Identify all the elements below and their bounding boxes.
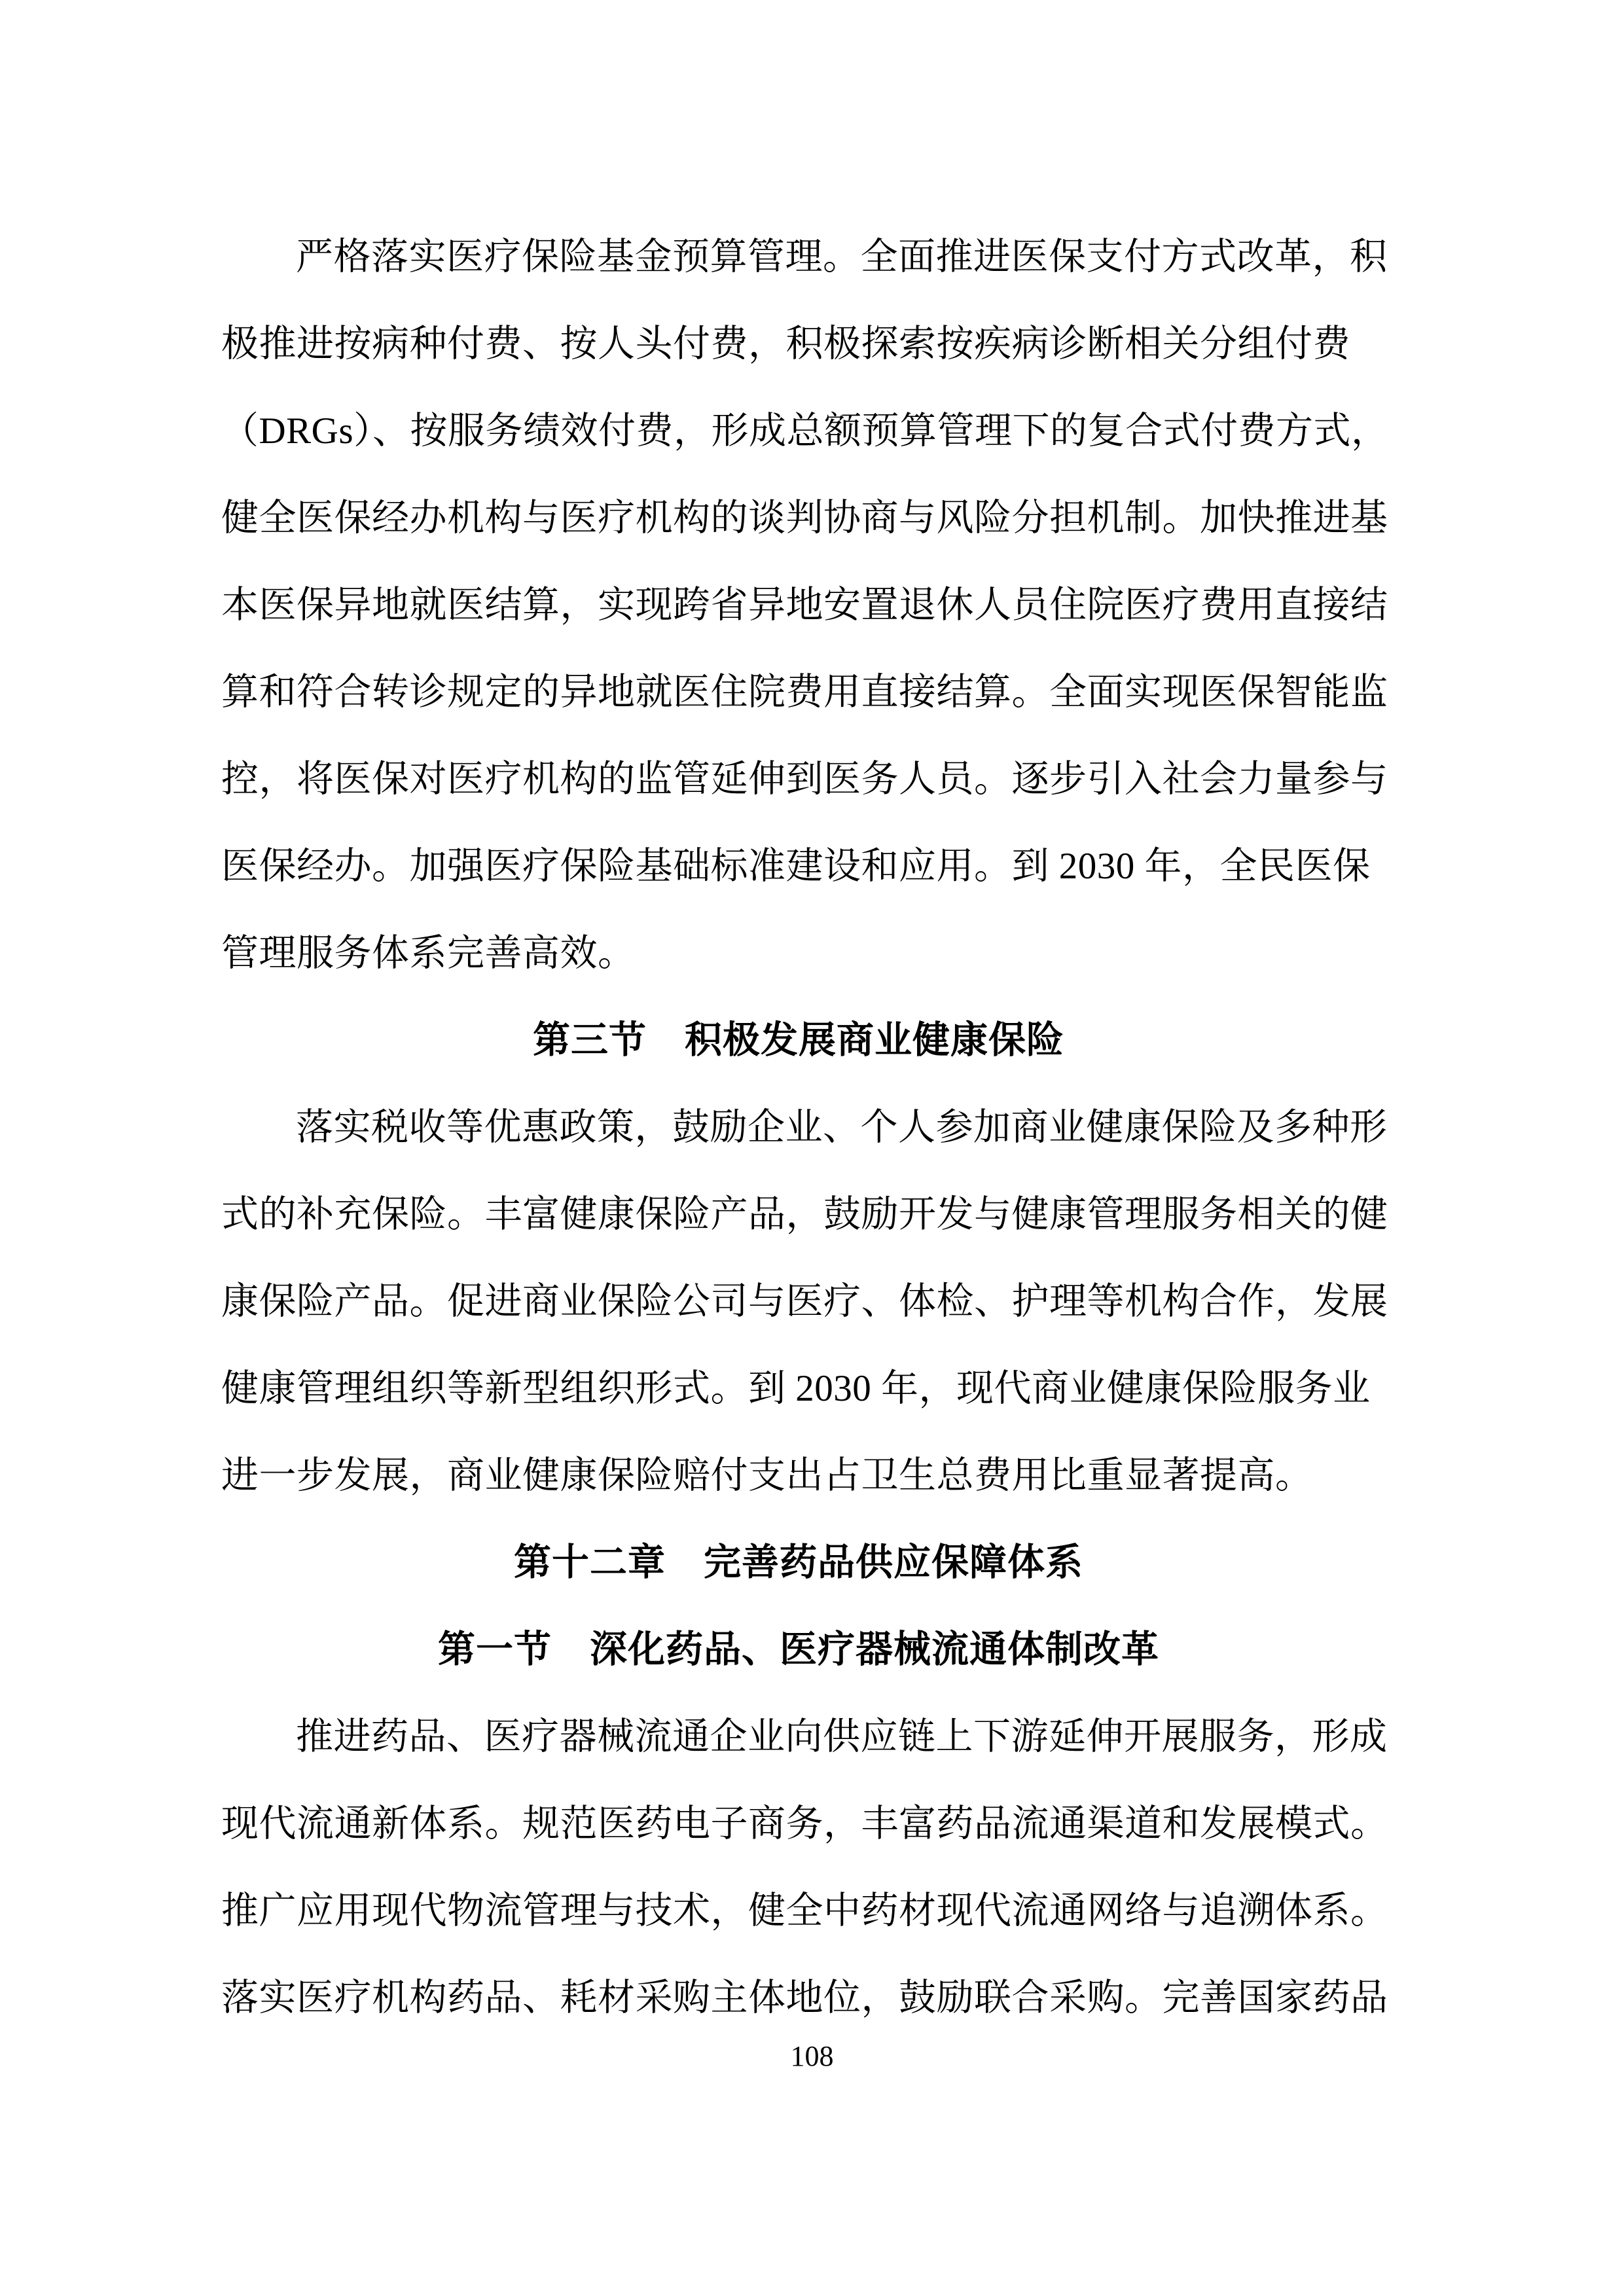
section-heading: 第三节 积极发展商业健康保险 [533, 1019, 1064, 1061]
paragraph-line: 推进药品、医疗器械流通企业向供应链上下游延伸开展服务，形成 [296, 1716, 1388, 1757]
paragraph-line: 严格落实医疗保险基金预算管理。全面推进医保支付方式改革，积 [296, 236, 1388, 278]
paragraph-line: 算和符合转诊规定的异地就医住院费用直接结算。全面实现医保智能监 [221, 672, 1388, 713]
paragraph-line: 极推进按病种付费、按人头付费，积极探索按疾病诊断相关分组付费 [221, 323, 1350, 365]
paragraph-line: 现代流通新体系。规范医药电子商务，丰富药品流通渠道和发展模式。 [221, 1803, 1388, 1844]
paragraph-line: 落实税收等优惠政策，鼓励企业、个人参加商业健康保险及多种形 [296, 1107, 1388, 1148]
page-content [221, 213, 1393, 2041]
paragraph-line: 控，将医保对医疗机构的监管延伸到医务人员。逐步引入社会力量参与 [221, 759, 1388, 800]
section-heading: 第一节 深化药品、医疗器械流通体制改革 [438, 1628, 1159, 1670]
paragraph-line: 管理服务体系完善高效。 [221, 933, 636, 974]
chapter-heading: 第十二章 完善药品供应保障体系 [514, 1541, 1083, 1583]
page-number: 108 [790, 2040, 834, 2072]
paragraph-line: 式的补充保险。丰富健康保险产品，鼓励开发与健康管理服务相关的健 [221, 1194, 1388, 1235]
paragraph-line: 健全医保经办机构与医疗机构的谈判协商与风险分担机制。加快推进基 [221, 497, 1388, 539]
paragraph-line: （DRGs）、按服务绩效付费，形成总额预算管理下的复合式付费方式， [221, 410, 1389, 452]
paragraph-line: 推广应用现代物流管理与技术，健全中药材现代流通网络与追溯体系。 [221, 1890, 1388, 1931]
paragraph-line: 康保险产品。促进商业保险公司与医疗、体检、护理等机构合作，发展 [221, 1281, 1388, 1322]
paragraph-line: 进一步发展，商业健康保险赔付支出占卫生总费用比重显著提高。 [221, 1455, 1313, 1496]
paragraph-line: 落实医疗机构药品、耗材采购主体地位，鼓励联合采购。完善国家药品 [221, 1977, 1388, 2018]
paragraph-line: 健康管理组织等新型组织形式。到 2030 年，现代商业健康保险服务业 [221, 1368, 1371, 1409]
paragraph-line: 医保经办。加强医疗保险基础标准建设和应用。到 2030 年，全民医保 [221, 846, 1371, 887]
paragraph-line: 本医保异地就医结算，实现跨省异地安置退休人员住院医疗费用直接结 [221, 584, 1388, 626]
